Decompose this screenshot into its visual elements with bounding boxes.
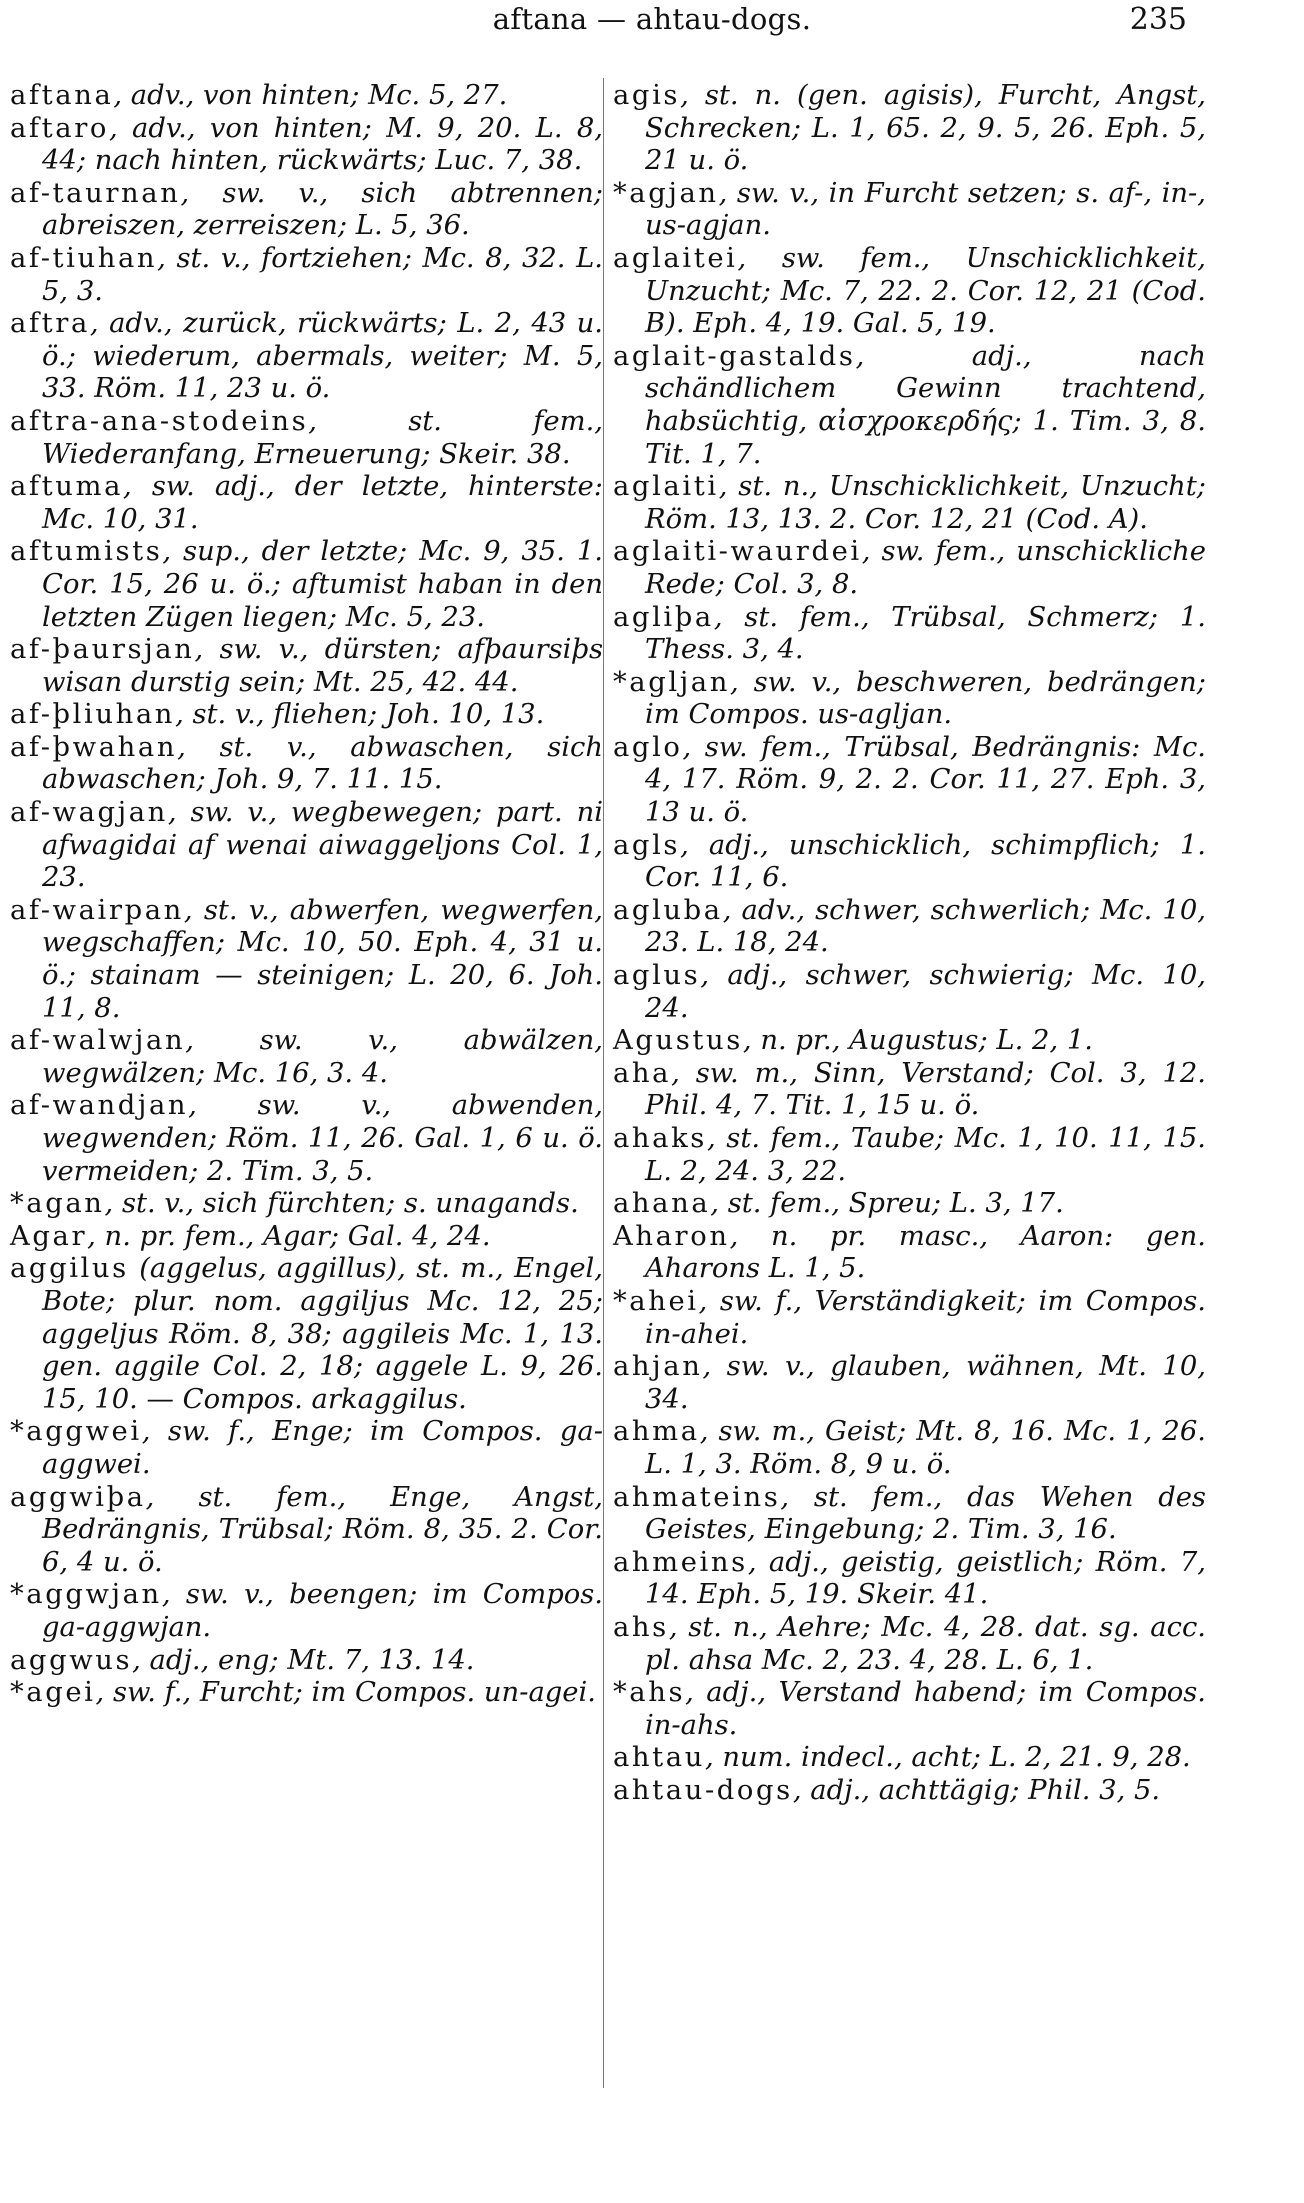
entry-definition: , st. fem., Spreu; L. 3, 17.	[710, 1188, 1064, 1220]
dictionary-entry	[613, 667, 1206, 732]
entry-definition: , sw. m., Sinn, Verstand; Col. 3, 12. Phil. 4, 7. Tit. 1, 15 u. ö.	[645, 1057, 1206, 1122]
dictionary-entry	[613, 471, 1206, 536]
entry-definition: , adj., nach schändlichem Gewinn trachtend, habsüchtig, αἰσχροκερδής; 1. Tim. 3, 8. Tit. 1, 7.	[645, 340, 1206, 470]
entry-definition: , sw. v., abwenden, wegwenden; Röm. 11, 26. Gal. 1, 6 u. ö. vermeiden; 2. Tim. 3, 5.	[42, 1090, 603, 1187]
entry-headword: aggwiþa	[10, 1481, 146, 1513]
entry-headword: af-wandjan	[10, 1090, 189, 1122]
dictionary-entry	[10, 1253, 603, 1416]
dictionary-entry	[613, 732, 1206, 830]
entry-definition: , sw. fem., unschickliche Rede; Col. 3, 8.	[645, 536, 1206, 600]
dictionary-entry	[613, 1482, 1206, 1547]
entry-definition: , st. v., fortziehen; Mc. 8, 32. L. 5, 3.	[42, 242, 603, 307]
entry-headword: aftra	[10, 308, 90, 340]
entry-definition: , st. fem., das Wehen des Geistes, Eingebung; 2. Tim. 3, 16.	[645, 1481, 1206, 1546]
entry-headword: ahs	[613, 1611, 669, 1643]
entry-headword: aglaitei	[613, 242, 738, 274]
entry-definition: , sw. v., beengen; im Compos. ga-aggwjan.	[42, 1579, 603, 1643]
entry-definition: , adj., geistig, geistlich; Röm. 7, 14. Eph. 5, 19. Skeir. 41.	[645, 1546, 1206, 1611]
entry-definition: , sw. m., Geist; Mt. 8, 16. Mc. 1, 26. L. 1, 3. Röm. 8, 9 u. ö.	[645, 1416, 1206, 1480]
entry-definition: , n. pr., Augustus; L. 2, 1.	[742, 1025, 1093, 1057]
dictionary-entry	[613, 1775, 1206, 1808]
dictionary-entry	[613, 80, 1206, 178]
entry-definition: , st. fem., Taube; Mc. 1, 10. 11, 15. L. 2, 24. 3, 22.	[645, 1123, 1206, 1187]
entry-headword: af-þwahan	[10, 731, 178, 763]
entry-headword: af-tiuhan	[10, 242, 158, 274]
entry-definition: (aggelus, aggillus), st. m., Engel, Bote; plur. nom. aggiljus Mc. 12, 25; aggeljus Röm. 8, 38; aggileis Mc. 1, 13. gen. aggile Col. 2, 18; aggele L. 9, 26. 15, 10. — Compos. arkaggilus.	[42, 1253, 603, 1415]
dictionary-entry	[613, 1025, 1206, 1058]
dictionary-entry	[613, 1058, 1206, 1123]
dictionary-entry	[10, 699, 603, 732]
entry-definition: , sw. f., Verständigkeit; im Compos. in-ahei.	[645, 1285, 1206, 1350]
entry-headword: af-þaursjan	[10, 634, 195, 666]
entry-definition: , sw. v., in Furcht setzen; s. af-, in-, us-agjan.	[645, 177, 1206, 242]
entry-headword: ahaks	[613, 1123, 707, 1154]
dictionary-entry	[10, 1416, 603, 1481]
entry-definition: , st. fem., Trübsal, Schmerz; 1. Thess. 3, 4.	[645, 601, 1206, 666]
entry-definition: , n. pr. masc., Aaron: gen. Aharons L. 1, 5.	[645, 1220, 1206, 1285]
entry-definition: , st. v., fliehen; Joh. 10, 13.	[175, 699, 545, 731]
column-divider	[603, 78, 604, 2088]
entry-definition: , st. fem., Wiederanfang, Erneuerung; Skeir. 38.	[42, 405, 603, 470]
entry-headword: *agljan	[613, 666, 730, 698]
entry-headword: aftumists	[10, 536, 163, 568]
entry-headword: Agustus	[613, 1025, 743, 1057]
entry-definition: , sw. v., sich abtrennen; abreiszen, zerreiszen; L. 5, 36.	[42, 177, 603, 242]
entry-definition: , sw. v., dürsten; afþaursiþs wisan durstig sein; Mt. 25, 42. 44.	[42, 634, 603, 698]
dictionary-entry	[613, 1221, 1206, 1286]
entry-definition: , adv., schwer, schwerlich; Mc. 10, 23. L. 18, 24.	[645, 894, 1206, 959]
entry-headword: aggilus	[10, 1253, 129, 1285]
dictionary-entry	[10, 797, 603, 895]
entry-headword: aftana	[10, 80, 114, 111]
entry-definition: , sw. v., beschweren, bedrängen; im Compos. us-agljan.	[645, 666, 1206, 731]
entry-definition: , adv., von hinten; Mc. 5, 27.	[113, 80, 508, 111]
entry-headword: aftra-ana-stodeins	[10, 405, 309, 437]
entry-headword: agis	[613, 80, 681, 111]
page-number: 235	[1129, 2, 1187, 37]
entry-definition: , sw. v., glauben, wähnen, Mt. 10, 34.	[645, 1351, 1206, 1415]
entry-headword: aglo	[613, 731, 683, 763]
dictionary-entry	[613, 1351, 1206, 1416]
dictionary-entry	[613, 960, 1206, 1025]
entry-definition: , st. v., abwerfen, wegwerfen, wegschaffen; Mc. 10, 50. Eph. 4, 31 u. ö.; stainam — steinigen; L. 20, 6. Joh. 11, 8.	[42, 894, 603, 1024]
entry-headword: agls	[613, 829, 681, 861]
entry-headword: agliþa	[613, 601, 714, 633]
entry-headword: agluba	[613, 894, 723, 926]
entry-definition: , adj., schwer, schwierig; Mc. 10, 24.	[645, 960, 1206, 1024]
entry-definition: , sw. fem., Trübsal, Bedrängnis: Mc. 4, 17. Röm. 9, 2. 2. Cor. 11, 27. Eph. 3, 13 u. ö.	[645, 731, 1206, 829]
dictionary-entry	[10, 732, 603, 797]
dictionary-entry	[10, 80, 603, 113]
entry-headword: ahtau-dogs	[613, 1774, 793, 1806]
dictionary-entry	[10, 1579, 603, 1644]
dictionary-entry	[613, 243, 1206, 341]
left-column	[10, 80, 603, 1710]
dictionary-entry	[10, 1221, 603, 1254]
entry-headword: *ahs	[613, 1677, 686, 1709]
entry-headword: Agar	[10, 1220, 88, 1252]
entry-headword: *agan	[10, 1188, 105, 1220]
entry-definition: , adj., achttägig; Phil. 3, 5.	[792, 1774, 1161, 1806]
entry-definition: , adj., unschicklich, schimpflich; 1. Cor. 11, 6.	[645, 829, 1206, 894]
dictionary-entry	[613, 1123, 1206, 1188]
dictionary-entry	[10, 243, 603, 308]
dictionary-entry	[10, 1090, 603, 1188]
dictionary-entry	[613, 1188, 1206, 1221]
entry-headword: af-þliuhan	[10, 699, 176, 731]
entry-definition: , st. n., Unschicklichkeit, Unzucht; Röm. 13, 13. 2. Cor. 12, 21 (Cod. A).	[645, 471, 1206, 535]
entry-definition: , st. n. (gen. agisis), Furcht, Angst, Schrecken; L. 1, 65. 2, 9. 5, 26. Eph. 5, 21 u. ö.	[645, 80, 1206, 177]
entry-headword: *ahei	[613, 1285, 699, 1317]
dictionary-entry	[613, 1612, 1206, 1677]
dictionary-entry	[10, 1645, 603, 1678]
dictionary-entry	[613, 1677, 1206, 1742]
entry-definition: , sw. v., wegbewegen; part. ni afwagidai af wenai aiwaggeljons Col. 1, 23.	[42, 797, 603, 894]
dictionary-entry	[613, 895, 1206, 960]
entry-headword: af-wagjan	[10, 797, 168, 829]
entry-headword: aglait-gastalds	[613, 340, 856, 372]
entry-headword: aglaiti	[613, 471, 719, 503]
entry-headword: Aharon	[613, 1220, 730, 1252]
entry-headword: *aggwjan	[10, 1579, 162, 1611]
entry-definition: , n. pr. fem., Agar; Gal. 4, 24.	[87, 1220, 491, 1252]
dictionary-entry	[613, 536, 1206, 601]
dictionary-entry	[10, 1025, 603, 1090]
dictionary-entry	[10, 895, 603, 1025]
entry-headword: ahma	[613, 1416, 700, 1448]
entry-headword: ahmeins	[613, 1546, 748, 1578]
entry-headword: aftuma	[10, 471, 124, 503]
dictionary-entry	[613, 1416, 1206, 1481]
entry-headword: aftaro	[10, 112, 109, 144]
entry-headword: aggwus	[10, 1644, 133, 1676]
entry-headword: af-taurnan	[10, 177, 181, 209]
entry-definition: , sw. f., Furcht; im Compos. un-agei.	[95, 1677, 596, 1709]
dictionary-entry	[10, 1188, 603, 1221]
entry-definition: , sw. v., abwälzen, wegwälzen; Mc. 16, 3. 4.	[42, 1025, 603, 1089]
dictionary-entry	[613, 602, 1206, 667]
dictionary-entry	[10, 178, 603, 243]
entry-definition: , adj., eng; Mt. 7, 13. 14.	[132, 1644, 475, 1676]
entry-definition: , adj., Verstand habend; im Compos. in-ahs.	[645, 1677, 1206, 1741]
entry-headword: *agjan	[613, 177, 719, 209]
entry-definition: , adv., zurück, rückwärts; L. 2, 43 u. ö.; wiederum, abermals, weiter; M. 5, 33. Röm. 11, 23 u. ö.	[42, 308, 603, 405]
dictionary-entry	[10, 1677, 603, 1710]
entry-headword: af-wairpan	[10, 894, 184, 926]
entry-headword: ahtau	[613, 1742, 705, 1774]
entry-definition: , sup., der letzte; Mc. 9, 35. 1. Cor. 15, 26 u. ö.; aftumist haban in den letzten Zügen liegen; Mc. 5, 23.	[42, 536, 603, 633]
dictionary-entry	[613, 178, 1206, 243]
dictionary-entry	[10, 406, 603, 471]
entry-headword: aglaiti-waurdei	[613, 536, 862, 568]
dictionary-entry	[613, 341, 1206, 471]
entry-headword: aha	[613, 1057, 672, 1089]
entry-definition: , sw. f., Enge; im Compos. ga-aggwei.	[42, 1416, 603, 1480]
entry-definition: , sw. adj., der letzte, hinterste: Mc. 10, 31.	[42, 471, 603, 535]
right-column	[613, 80, 1206, 1807]
entry-headword: *agei	[10, 1677, 96, 1709]
entry-definition: , st. v., abwaschen, sich abwaschen; Joh. 9, 7. 11. 15.	[42, 731, 603, 796]
dictionary-entry	[10, 471, 603, 536]
entry-definition: , sw. fem., Unschicklichkeit, Unzucht; Mc. 7, 22. 2. Cor. 12, 21 (Cod. B). Eph. 4, 19. Gal. 5, 19.	[645, 242, 1206, 340]
dictionary-entry	[10, 634, 603, 699]
entry-definition: , num. indecl., acht; L. 2, 21. 9, 28.	[704, 1742, 1191, 1774]
dictionary-entry	[613, 1547, 1206, 1612]
dictionary-entry	[10, 113, 603, 178]
entry-headword: ahmateins	[613, 1481, 781, 1513]
entry-headword: ahana	[613, 1188, 711, 1220]
entry-definition: , adv., von hinten; M. 9, 20. L. 8, 44; nach hinten, rückwärts; Luc. 7, 38.	[42, 112, 603, 177]
dictionary-entry	[10, 536, 603, 634]
entry-definition: , st. n., Aehre; Mc. 4, 28. dat. sg. acc. pl. ahsa Mc. 2, 23. 4, 28. L. 6, 1.	[645, 1611, 1206, 1676]
entry-definition: , st. fem., Enge, Angst, Bedrängnis, Trübsal; Röm. 8, 35. 2. Cor. 6, 4 u. ö.	[42, 1481, 603, 1578]
dictionary-entry	[613, 1286, 1206, 1351]
entry-headword: af-walwjan	[10, 1025, 186, 1057]
page-header	[0, 2, 1304, 42]
entry-headword: ahjan	[613, 1351, 703, 1383]
dictionary-entry	[10, 1482, 603, 1580]
running-title: aftana — ahtau-dogs.	[492, 2, 812, 36]
entry-headword: *aggwei	[10, 1416, 142, 1448]
entry-definition: , st. v., sich fürchten; s. unagands.	[104, 1188, 579, 1220]
dictionary-entry	[10, 308, 603, 406]
dictionary-entry	[613, 1742, 1206, 1775]
entry-headword: aglus	[613, 960, 701, 992]
dictionary-entry	[613, 830, 1206, 895]
